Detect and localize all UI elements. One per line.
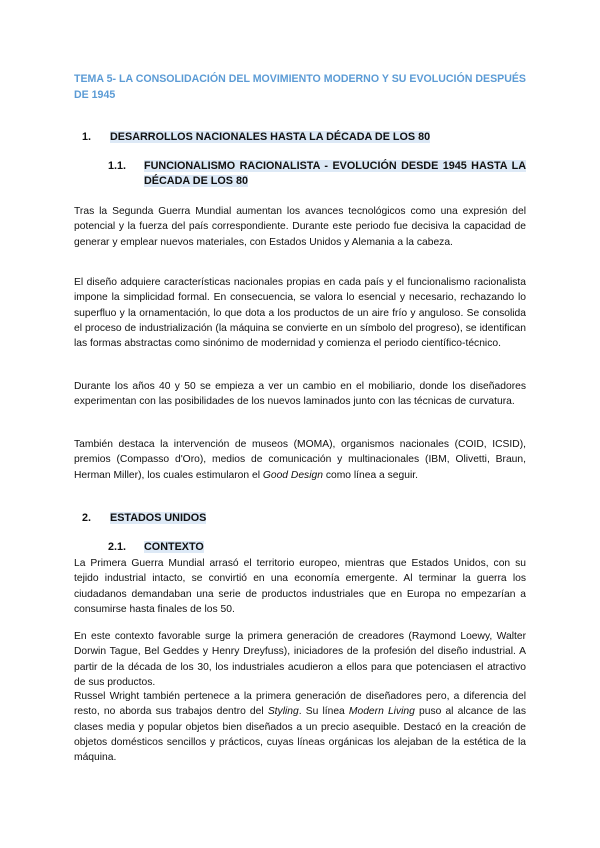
section-2-heading: [82, 511, 206, 526]
good-design-term: Good Design: [262, 469, 323, 481]
subsection-1-1-number: 1.1.: [108, 160, 127, 172]
section-2-title: ESTADOS UNIDOS: [110, 512, 207, 524]
styling-term: Styling: [267, 706, 299, 718]
paragraph-4: [74, 437, 526, 483]
subsection-2-1-heading: [108, 540, 204, 555]
paragraph-4-after: como línea a seguir.: [322, 469, 418, 481]
modern-living-term: Modern Living: [348, 706, 415, 718]
paragraph-2: El diseño adquiere características nacionales propias en cada país y el funcionalismo racionalista impone la simplicidad formal. En consecuencia, se valora lo esencial y necesario, rechazando lo superfluo y la ornamentación, lo que dota a los productos de un aire frío y anguloso. Se consolida el proceso de industrialización (la máquina se convierte en un símbolo del progreso), se identifican las formas abstractas como sinónimo de modernidad y comienza el periodo científico-técnico.: [74, 277, 526, 350]
subsection-2-1-number: 2.1.: [108, 541, 127, 553]
section-1-title: DESARROLLOS NACIONALES HASTA LA DÉCADA DE LOS 80: [110, 131, 431, 143]
paragraph-1: Tras la Segunda Guerra Mundial aumentan los avances tecnológicos como una expresión del potencial y la fuerza del país correspondiente. Durante este periodo fue decisiva la capacidad de generar y emplear nuevos materiales, con Estados Unidos y Alemania a la cabeza.: [74, 206, 526, 248]
paragraph-7-part2: . Su línea: [298, 706, 349, 718]
paragraph-4-text: También destaca la intervención de museos (MOMA), organismos nacionales (COID, ICSID), premios (Compasso d'Oro), medios de comunicación y multinacionales (IBM, Olivetti, Braun, Herman Miller), los cuales estimularon el: [74, 439, 526, 481]
paragraph-6: En este contexto favorable surge la primera generación de creadores (Raymond Loewy, Walter Dorwin Tague, Bel Geddes y Henry Dreyfuss), iniciadores de la profesión del diseño industrial. A partir de la década de los 30, los industriales acudieron a ellos para que potenciasen el atractivo de sus productos.: [74, 631, 526, 688]
paragraph-3: Durante los años 40 y 50 se empieza a ver un cambio en el mobiliario, donde los diseñadores experimentan con las posibilidades de los nuevos laminados junto con las técnicas de curvatura.: [74, 381, 526, 408]
paragraph-7-part3: puso al alcance de las clases media y popular objetos bien diseñados a un precio asequible. Destacó en la creación de objetos domésticos sencillos y prácticos, cuyas líneas orgánicas los alejaban de la estética de la máquina.: [74, 706, 526, 764]
section-1-heading: [82, 130, 430, 145]
section-1-number: 1.: [82, 131, 92, 143]
paragraph-5: La Primera Guerra Mundial arrasó el territorio europeo, mientras que Estados Unidos, con su tejido industrial intacto, se convirtió en una economía emergente. Al terminar la guerra los ciudadanos demandaban una serie de productos industriales que en Europa no empezarían a consumirse hasta finales de los 50.: [74, 558, 526, 615]
paragraph-7-part1: Russel Wright también pertenece a la primera generación de diseñadores pero, a diferencia del resto, no aborda sus trabajos dentro del: [74, 691, 526, 718]
document-title: TEMA 5- LA CONSOLIDACIÓN DEL MOVIMIENTO MODERNO Y SU EVOLUCIÓN DESPUÉS DE 1945: [74, 73, 526, 101]
subsection-2-1-title: CONTEXTO: [144, 541, 204, 553]
subsection-1-1-title: FUNCIONALISMO RACIONALISTA - EVOLUCIÓN DESDE 1945 HASTA LA DÉCADA DE LOS 80: [144, 160, 526, 187]
subsection-1-1-heading: [108, 159, 526, 189]
paragraph-7: [74, 689, 526, 765]
section-2-number: 2.: [82, 512, 92, 524]
